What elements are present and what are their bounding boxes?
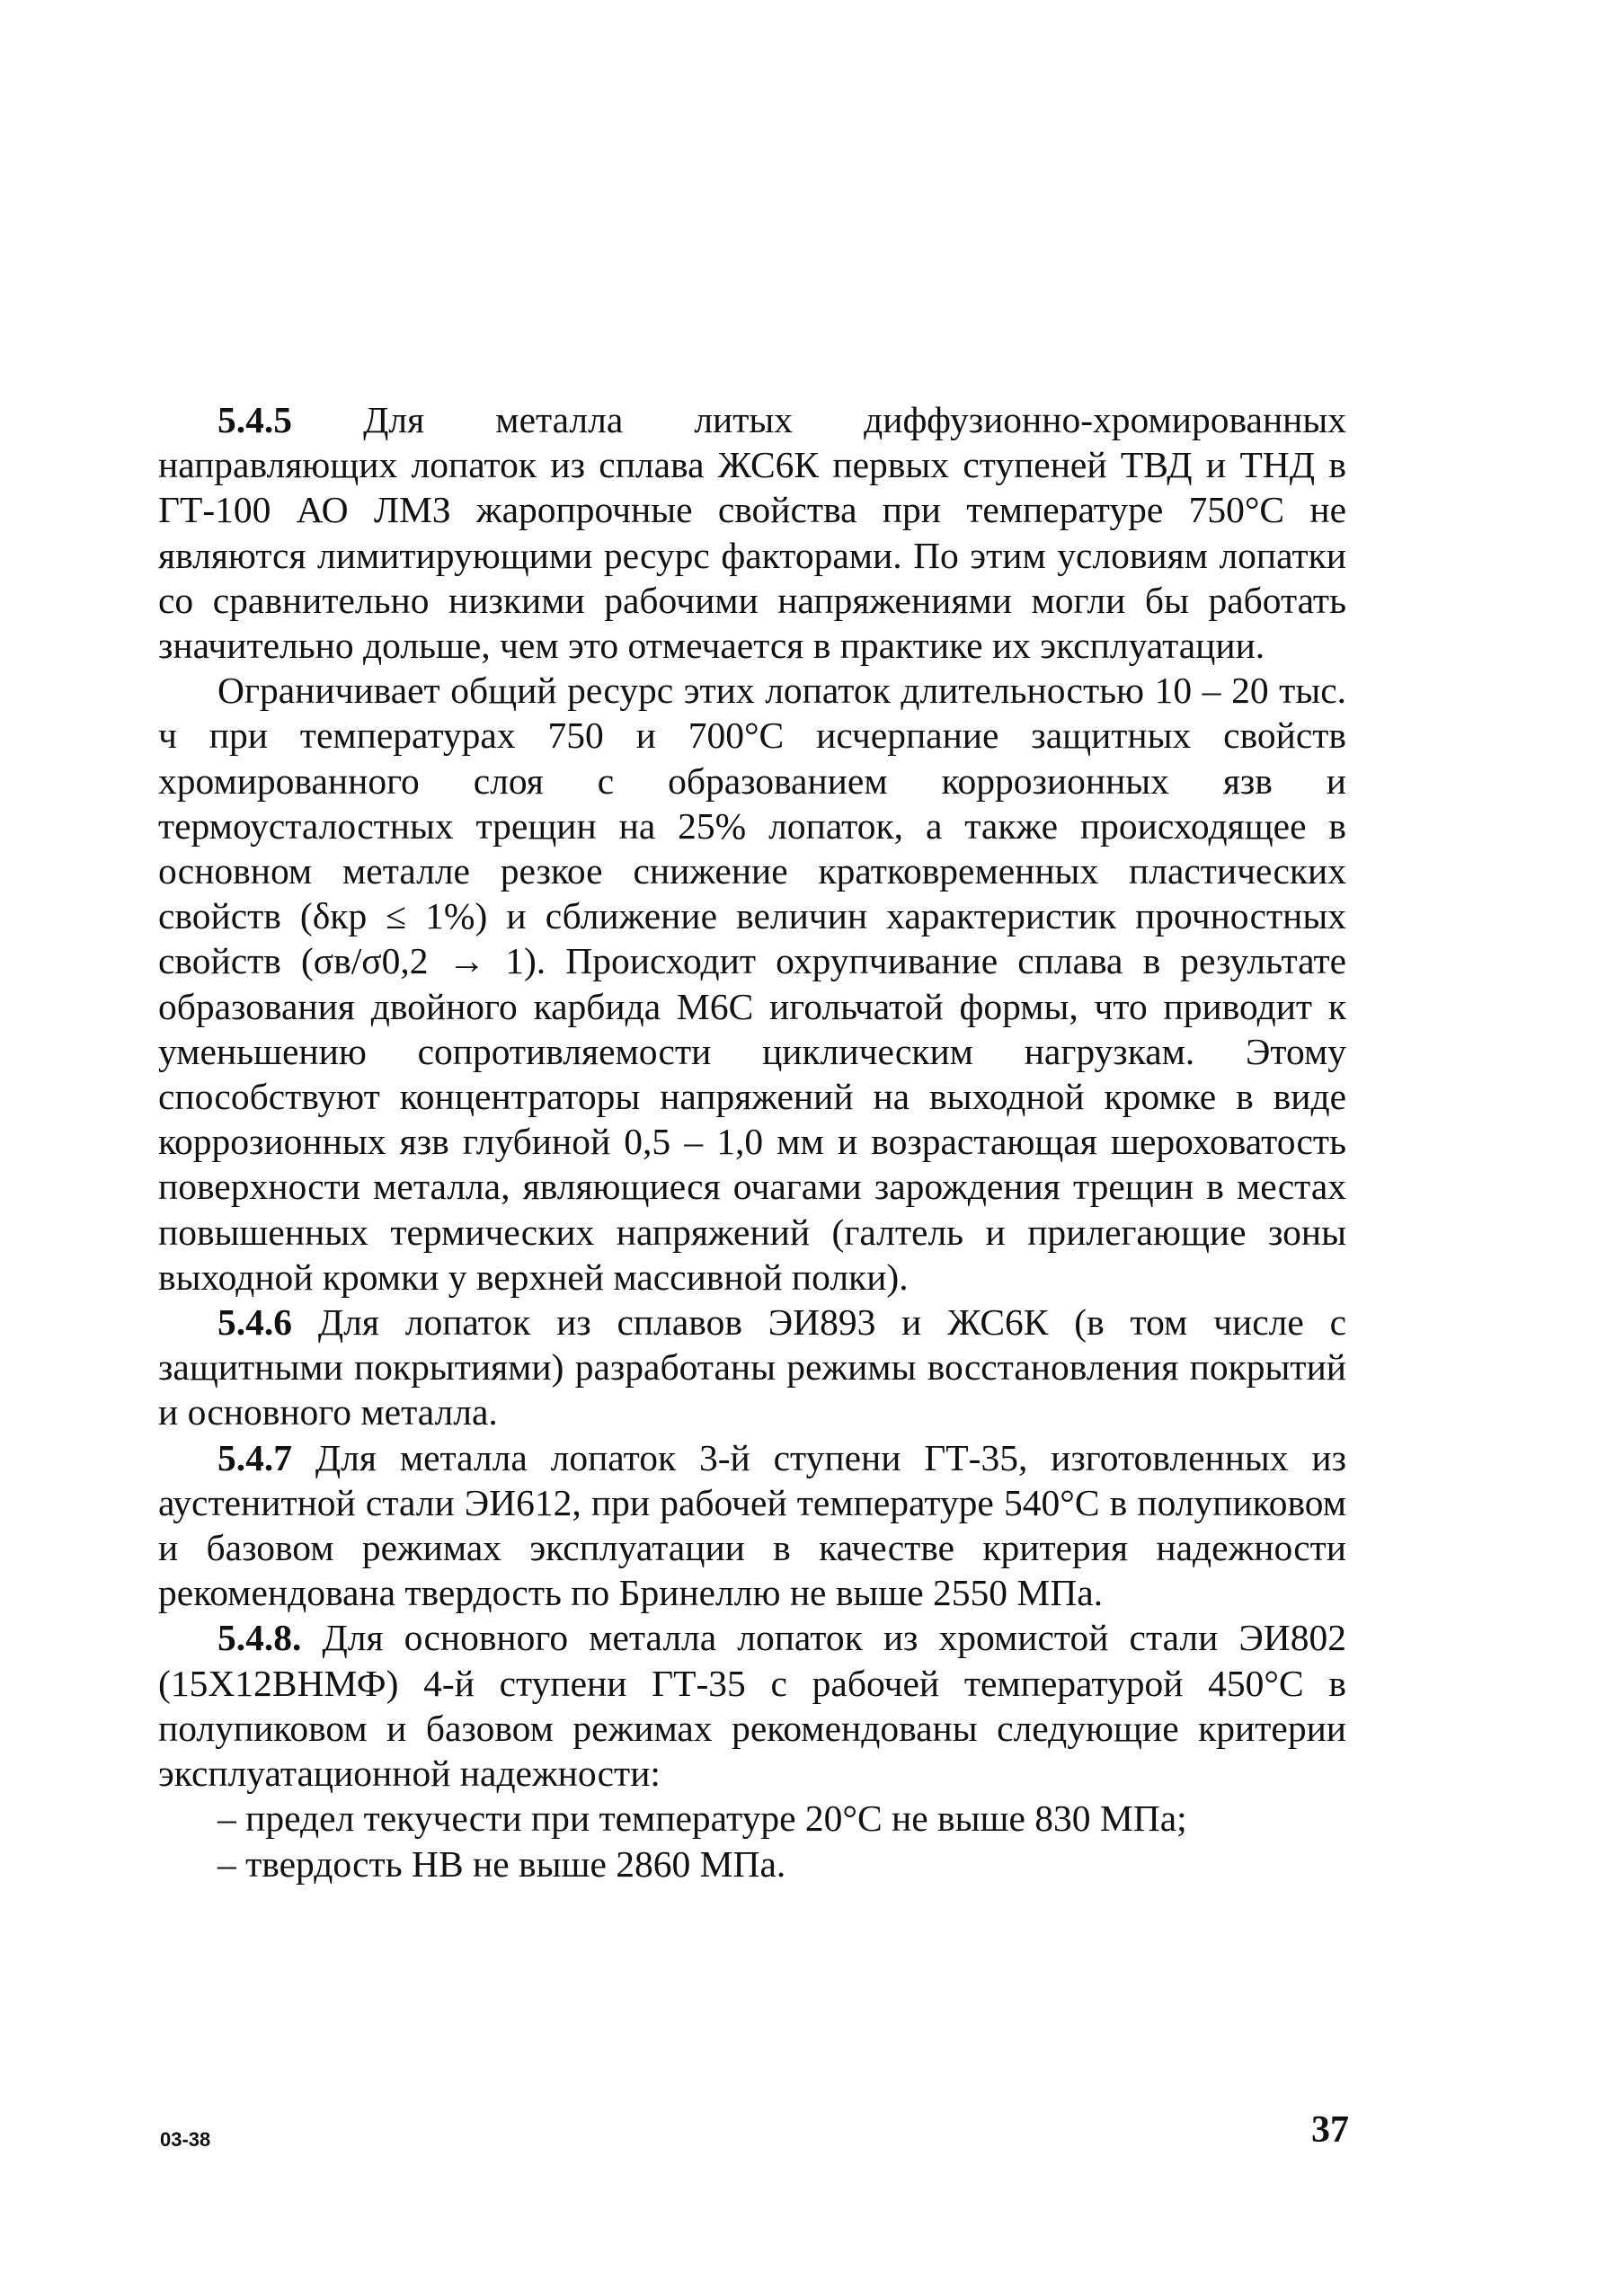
section-number: 5.4.8. (217, 1617, 302, 1659)
criterion-hardness (158, 1842, 1346, 1886)
paragraph-text: Для основного металла лопаток из хромистой стали ЭИ802 (15Х12ВНМФ) 4-й ступени ГТ-35 с рабочей температурой 450°С в полупиковом и базовом режимах рекомендованы следующие критерии эксплуатационной надежности: (158, 1617, 1346, 1795)
paragraph-text: Ограничивает общий ресурс этих лопаток длительностью 10 – 20 тыс. ч при температурах 750 и 700°С исчерпание защитных свойств хромированного слоя с образованием коррозионных язв и термоусталостных трещин на 25% лопаток, а также происходящее в основном металле резкое снижение кратковременных пластических свойств (δкр ≤ 1%) и сближение величин характеристик прочностных свойств (σв/σ0,2 → 1). Происходит охрупчивание сплава в результате образования двойного карбида M6C игольчатой формы, что приводит к уменьшению сопротивляемости циклическим нагрузкам. Этому способствуют концентраторы напряжений на выходной кромке в виде коррозионных язв глубиной 0,5 – 1,0 мм и возрастающая шероховатость поверхности металла, являющиеся очагами зарождения трещин в местах повышенных термических напряжений (галтель и прилегающие зоны выходной кромки у верхней массивной полки). (158, 670, 1346, 1298)
paragraph-text: Для металла литых диффузионно-хромированных направляющих лопаток из сплава ЖС6К первых ступеней ТВД и ТНД в ГТ-100 АО ЛМЗ жаропрочные свойства при температуре 750°С не являются лимитирующими ресурс факторами. По этим условиям лопатки со сравнительно низкими рабочими напряжениями могли бы работать значительно дольше, чем это отмечается в практике их эксплуатации. (158, 399, 1346, 667)
document-body (158, 397, 1346, 1886)
criterion-yield-strength (158, 1796, 1346, 1841)
paragraph-5-4-5 (158, 397, 1346, 668)
paragraph-text: – предел текучести при температуре 20°С не выше 830 МПа; (217, 1797, 1187, 1840)
section-number: 5.4.6 (217, 1301, 292, 1344)
paragraph-text: Для лопаток из сплавов ЭИ893 и ЖС6К (в том числе с защитными покрытиями) разработаны режимы восстановления покрытий и основного металла. (158, 1301, 1346, 1433)
document-code: 03-38 (160, 2128, 211, 2151)
section-number: 5.4.5 (217, 399, 292, 440)
paragraph-text: – твердость НВ не выше 2860 МПа. (217, 1842, 786, 1885)
paragraph-5-4-8 (158, 1615, 1346, 1796)
page-number: 37 (1311, 2109, 1349, 2151)
paragraph-text: Для металла лопаток 3-й ступени ГТ-35, изготовленных из аустенитной стали ЭИ612, при рабочей температуре 540°С в полупиковом и базовом режимах эксплуатации в качестве критерия надежности рекомендована твердость по Бринеллю не выше 2550 МПа. (158, 1436, 1346, 1614)
paragraph-5-4-7 (158, 1435, 1346, 1616)
paragraph-5-4-6 (158, 1300, 1346, 1435)
paragraph-limitation (158, 668, 1346, 1300)
section-number: 5.4.7 (217, 1436, 292, 1478)
